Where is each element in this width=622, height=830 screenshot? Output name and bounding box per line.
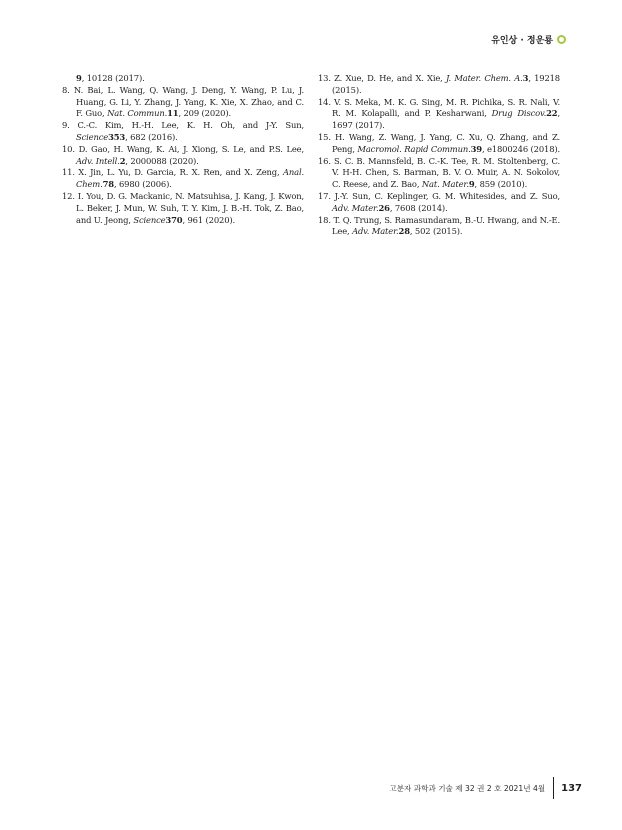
ref-pages: , 1697 (2017).: [332, 108, 560, 131]
ref-text: 18. T. Q. Trung, S. Ramasundaram, B.-U. Hwang, and N.-E. Lee,: [318, 214, 560, 237]
reference-entry: [318, 132, 560, 156]
ref-pages: , e1800246 (2018).: [481, 143, 561, 154]
reference-entry: [318, 73, 560, 97]
ref-volume: 353: [108, 131, 126, 142]
ref-volume: 26: [378, 202, 390, 213]
ref-pages: , 859 (2010).: [474, 179, 528, 190]
ref-volume: 11: [167, 108, 179, 119]
ref-text: 11. X. Jin, L. Yu, D. Garcia, R. X. Ren, and X. Zeng,: [62, 167, 283, 178]
reference-entry: [62, 85, 304, 120]
ref-text: 15. H. Wang, Z. Wang, J. Yang, C. Xu, Q. Zhang, and Z. Peng,: [318, 131, 560, 154]
ref-text: 16. S. C. B. Mannsfeld, B. C.-K. Tee, R. M. Stoltenberg, C. V. H-H. Chen, S. Barman, B. V. O. Muir, A. N. Sokolov, C. Reese, and Z. Bao,: [318, 155, 560, 190]
ref-journal: Science: [76, 131, 109, 142]
ref-journal: Drug Discov.: [491, 108, 547, 119]
ref-journal: Adv. Mater.: [332, 202, 379, 213]
ref-volume: 22: [546, 108, 558, 119]
ref-journal: Macromol. Rapid Commun.: [357, 143, 471, 154]
reference-entry: [318, 215, 560, 239]
ref-volume: 2: [119, 155, 126, 166]
ref-text: 10. D. Gao, H. Wang, K. Ai, J. Xiong, S. Le, and P.S. Lee,: [62, 143, 304, 154]
ref-volume: 39: [470, 143, 482, 154]
ref-volume: 9: [468, 179, 475, 190]
references-column-right: [318, 73, 560, 238]
ref-journal: Science: [133, 214, 166, 225]
ref-text: 13. Z. Xue, D. He, and X. Xie,: [318, 73, 446, 83]
ref-text: 12. I. You, D. G. Mackanic, N. Matsuhisa, J. Kang, J. Kwon, L. Beker, J. Mun, W. Suh, T. Y. Kim, J. B.-H. Tok, Z. Bao, and U. Jeong,: [62, 190, 304, 225]
references-column-left: [62, 73, 304, 226]
ref-journal: Anal. Chem.: [76, 167, 304, 190]
reference-entry: [62, 73, 304, 85]
footer-journal-info: 고분자 과학과 기술 제 32 권 2 호 2021년 4월: [389, 783, 546, 793]
reference-entry: [62, 144, 304, 168]
ref-pages: , 19218 (2015).: [332, 73, 560, 95]
ref-volume: 3: [522, 73, 529, 83]
header-authors: 유인상 · 정운룡: [491, 36, 553, 46]
ref-pages: , 2000088 (2020).: [125, 155, 199, 166]
ref-journal: Adv. Intell.: [76, 155, 120, 166]
ref-volume: 370: [165, 214, 183, 225]
ref-volume: 9: [76, 73, 82, 83]
ref-text: 17. J.-Y. Sun, C. Keplinger, G. M. Whitesides, and Z. Suo,: [318, 190, 560, 201]
ref-pages: , 502 (2015).: [409, 226, 463, 237]
reference-entry: [62, 120, 304, 144]
ref-text: 14. V. S. Meka, M. K. G. Sing, M. R. Pichika, S. R. Nali, V. R. M. Kolapalli, and P. Kesharwani,: [318, 96, 560, 119]
ref-text: 8. N. Bai, L. Wang, Q. Wang, J. Deng, Y. Wang, P. Lu, J. Huang, G. Li, Y. Zhang, J. Yang, K. Xie, X. Zhao, and C. F. Guo,: [62, 84, 304, 119]
ref-journal: Adv. Mater.: [352, 226, 399, 237]
ref-pages: , 6980 (2006).: [113, 179, 172, 190]
ref-pages: , 961 (2020).: [182, 214, 236, 225]
ref-pages: , 10128 (2017).: [81, 73, 145, 83]
ref-journal: J. Mater. Chem. A.: [445, 73, 523, 83]
ref-text: 9. C.-C. Kim, H.-H. Lee, K. H. Oh, and J-Y. Sun,: [62, 120, 304, 131]
reference-entry: [318, 191, 560, 215]
ref-pages: , 209 (2020).: [178, 108, 231, 119]
ref-pages: , 682 (2016).: [125, 131, 178, 142]
footer-divider: [553, 777, 554, 799]
ref-volume: 28: [398, 226, 410, 237]
reference-entry: [318, 156, 560, 191]
page-footer: [389, 777, 582, 799]
ref-journal: Nat. Mater.: [421, 179, 469, 190]
circle-bullet-icon: [557, 35, 566, 44]
reference-entry: [62, 167, 304, 191]
ref-volume: 78: [102, 179, 114, 190]
ref-pages: , 7608 (2014).: [389, 202, 448, 213]
reference-entry: [62, 191, 304, 226]
reference-entry: [318, 97, 560, 132]
ref-journal: Nat. Commun.: [107, 108, 168, 119]
running-header: [491, 33, 566, 46]
page-number: 137: [561, 782, 582, 794]
